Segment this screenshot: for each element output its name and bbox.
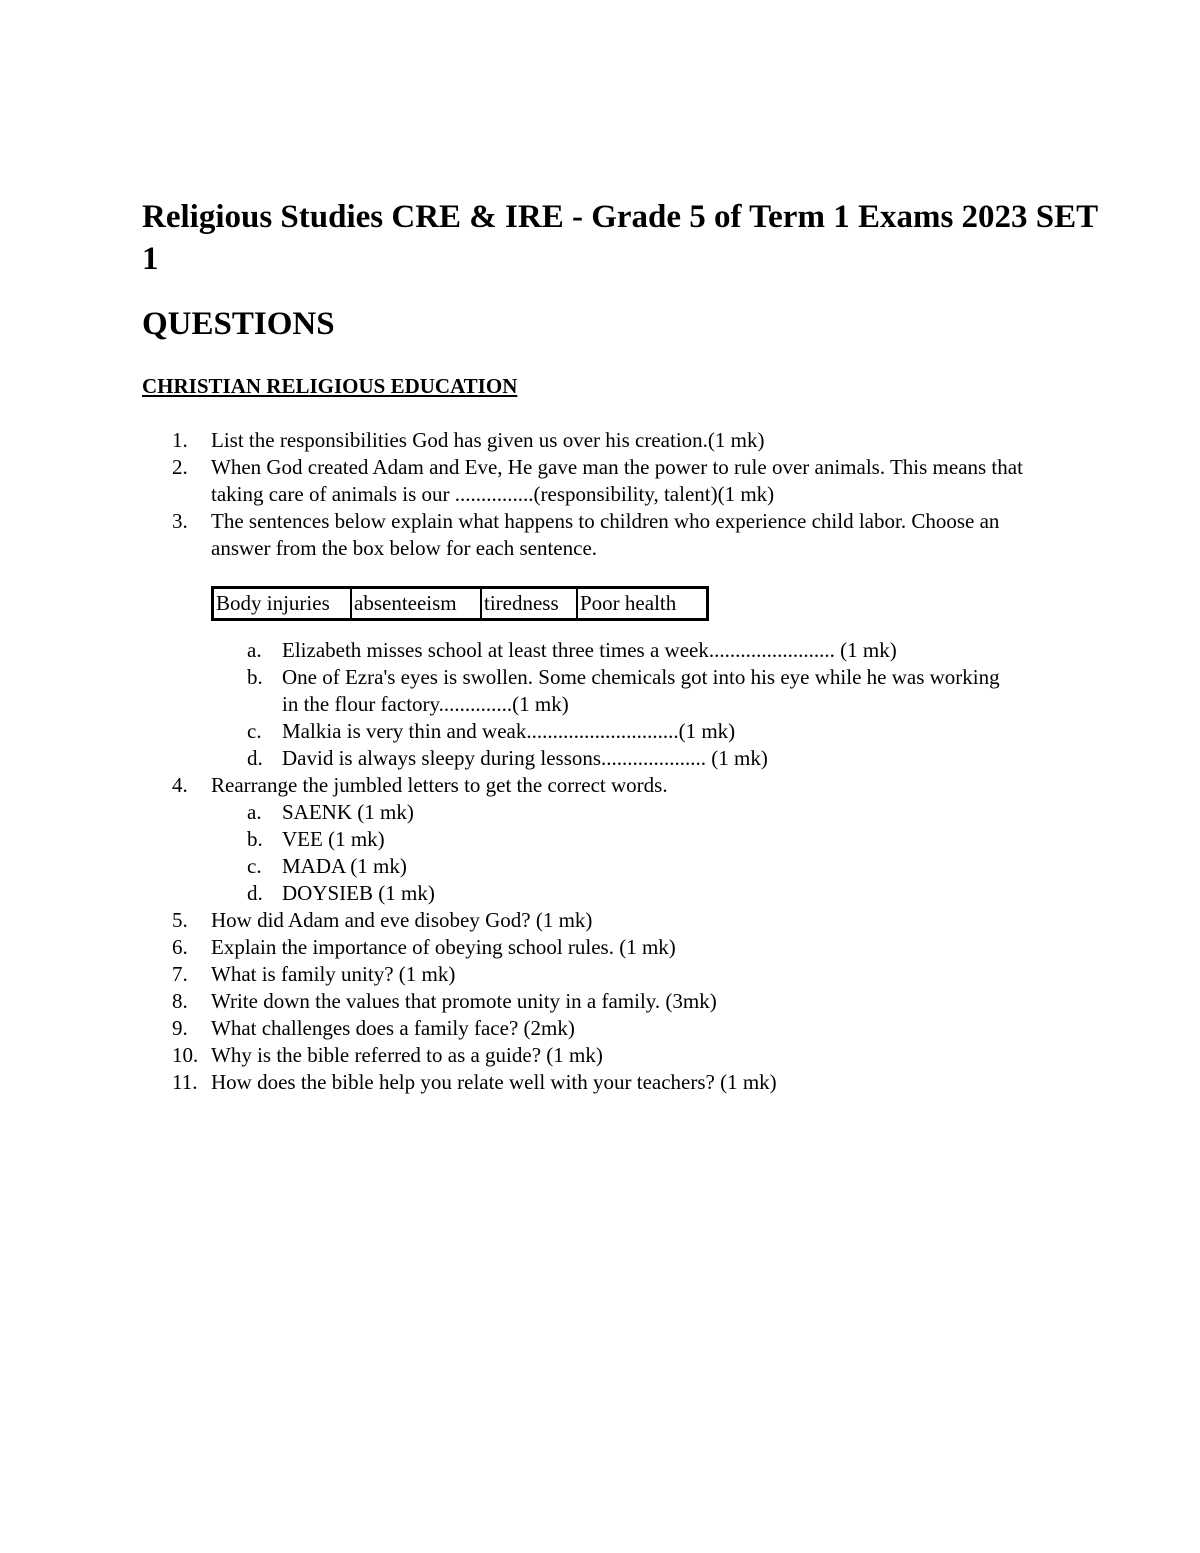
question-number: 1.: [172, 428, 188, 452]
question-9: [0, 1015, 1031, 1042]
question-text: How did Adam and eve disobey God? (1 mk): [211, 908, 593, 932]
question-text: Explain the importance of obeying school rules. (1 mk): [211, 935, 676, 959]
question-3: [0, 508, 1031, 772]
question-10: [0, 1042, 1031, 1069]
question-number: 10.: [172, 1043, 199, 1067]
answer-choice-row: [213, 588, 708, 620]
sub-question-text: SAENK (1 mk): [282, 800, 414, 824]
question-number: 4.: [172, 773, 188, 797]
sub-letter: d.: [247, 881, 263, 905]
sub-question: [211, 880, 1002, 907]
question-6: [0, 934, 1031, 961]
sub-question-text: MADA (1 mk): [282, 854, 407, 878]
question-number: 9.: [172, 1016, 188, 1040]
question-2: [0, 454, 1031, 508]
sub-letter: b.: [247, 827, 263, 851]
question-text: Rearrange the jumbled letters to get the correct words.: [211, 773, 668, 797]
sub-letter: b.: [247, 665, 263, 689]
sub-question-text: DOYSIEB (1 mk): [282, 881, 435, 905]
question-number: 8.: [172, 989, 188, 1013]
question-text: List the responsibilities God has given us over his creation.(1 mk): [211, 428, 765, 452]
page-title: Religious Studies CRE & IRE - Grade 5 of Term 1 Exams 2023 SET 1: [142, 199, 1098, 277]
question-4: [0, 772, 1031, 907]
question-8: [0, 988, 1031, 1015]
spacer: [211, 562, 1031, 586]
sub-question-text: VEE (1 mk): [282, 827, 385, 851]
question-text: What challenges does a family face? (2mk): [211, 1016, 575, 1040]
sub-question: [211, 718, 1002, 745]
sub-question-text: Elizabeth misses school at least three times a week........................ (1 mk): [282, 638, 897, 662]
q4-sub-list: [211, 799, 1031, 907]
sub-question: [211, 664, 1002, 718]
question-text: The sentences below explain what happens to children who experience child labor. Choose an answer from the box below for each sentence.: [211, 509, 1000, 560]
answer-choice: Body injuries: [213, 588, 352, 620]
sub-question-text: One of Ezra's eyes is swollen. Some chemicals got into his eye while he was working in the flour factory..............(1 mk): [282, 665, 1000, 716]
sub-question: [211, 799, 1002, 826]
question-text: How does the bible help you relate well with your teachers? (1 mk): [211, 1070, 777, 1094]
answer-choice: absenteeism: [351, 588, 481, 620]
sub-letter: d.: [247, 746, 263, 770]
question-11: [0, 1069, 1031, 1096]
section-heading: CHRISTIAN RELIGIOUS EDUCATION: [142, 374, 518, 398]
question-text: When God created Adam and Eve, He gave man the power to rule over animals. This means that taking care of animals is our ...............(responsibility, talent)(1 mk): [211, 455, 1023, 506]
question-number: 3.: [172, 509, 188, 533]
sub-letter: c.: [247, 719, 262, 743]
sub-letter: a.: [247, 638, 262, 662]
questions-heading: QUESTIONS: [142, 306, 335, 342]
question-number: 11.: [172, 1070, 198, 1094]
sub-question: [211, 745, 1002, 772]
question-7: [0, 961, 1031, 988]
question-5: [0, 907, 1031, 934]
sub-question: [211, 826, 1002, 853]
question-number: 2.: [172, 455, 188, 479]
question-number: 5.: [172, 908, 188, 932]
sub-question: [211, 853, 1002, 880]
answer-choice: tiredness: [481, 588, 577, 620]
question-number: 6.: [172, 935, 188, 959]
sub-question-text: David is always sleepy during lessons.................... (1 mk): [282, 746, 768, 770]
sub-question: [211, 637, 1002, 664]
sub-question-text: Malkia is very thin and weak.............................(1 mk): [282, 719, 736, 743]
sub-letter: c.: [247, 854, 262, 878]
question-text: What is family unity? (1 mk): [211, 962, 456, 986]
question-text: Why is the bible referred to as a guide? (1 mk): [211, 1043, 603, 1067]
q3-sub-list: [211, 637, 1031, 772]
answer-choice: Poor health: [577, 588, 708, 620]
spacer: [211, 621, 1031, 637]
question-text: Write down the values that promote unity in a family. (3mk): [211, 989, 717, 1013]
question-number: 7.: [172, 962, 188, 986]
answer-choice-box: [211, 586, 709, 621]
question-list: [0, 427, 1200, 1096]
sub-letter: a.: [247, 800, 262, 824]
question-1: [0, 427, 1031, 454]
